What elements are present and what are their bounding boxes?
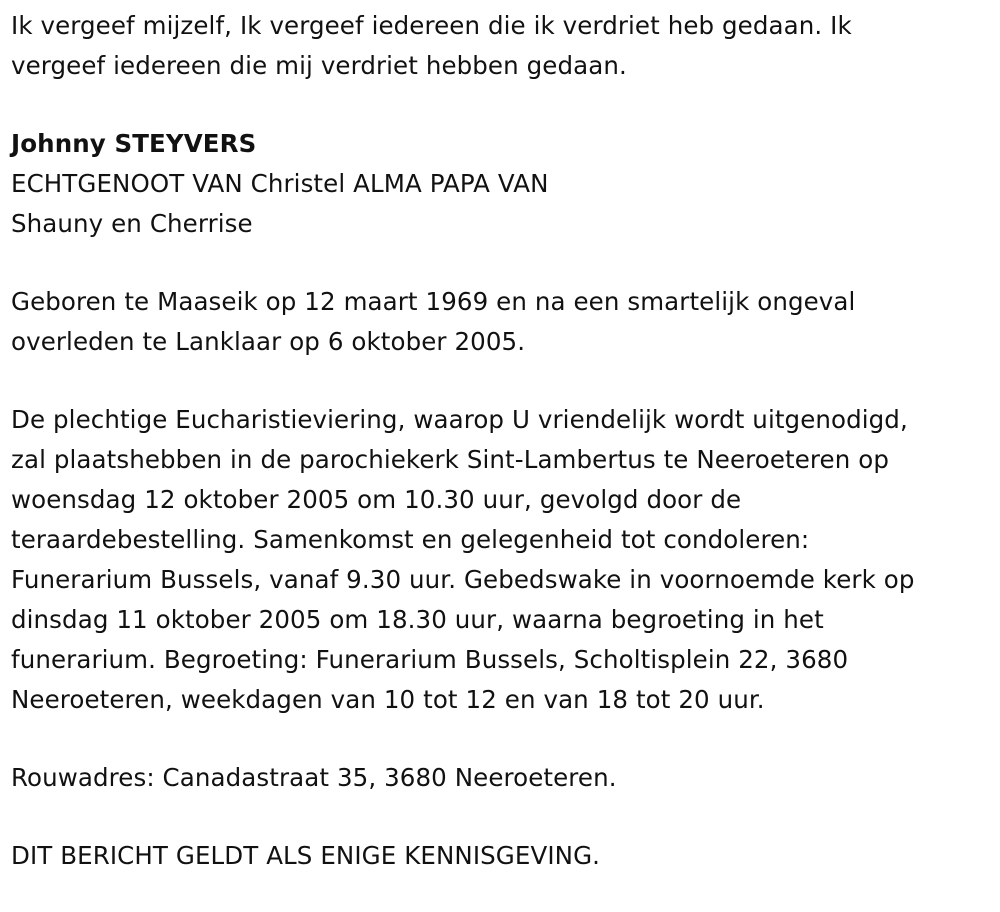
spacer bbox=[11, 720, 993, 758]
deceased-name: Johnny STEYVERS bbox=[11, 129, 257, 158]
spacer bbox=[11, 244, 993, 282]
relation-line-1: ECHTGENOOT VAN Christel ALMA PAPA VAN bbox=[11, 169, 549, 198]
birth-death-paragraph: Geboren te Maaseik op 12 maart 1969 en na een smartelijk ongeval overleden te Lanklaar op 6 oktober 2005. bbox=[11, 287, 856, 356]
notice-line: DIT BERICHT GELDT ALS ENIGE KENNISGEVING. bbox=[11, 841, 601, 870]
mourning-address: Rouwadres: Canadastraat 35, 3680 Neeroeteren. bbox=[11, 763, 617, 792]
spacer bbox=[11, 798, 993, 836]
relation-line-2: Shauny en Cherrise bbox=[11, 209, 253, 238]
spacer bbox=[11, 86, 993, 124]
obituary-document bbox=[11, 6, 993, 876]
ceremony-paragraph: De plechtige Eucharistieviering, waarop U vriendelijk wordt uitgenodigd, zal plaatshebben in de parochiekerk Sint-Lambertus te Neeroeteren op woensdag 12 oktober 2005 om 10.30 uur, gevolgd door de teraardebestelling. Samenkomst en gelegenheid tot condoleren: Funerarium Bussels, vanaf 9.30 uur. Gebedswake in voornoemde kerk op dinsdag 11 oktober 2005 om 18.30 uur, waarna begroeting in het funerarium. Begroeting: Funerarium Bussels, Scholtisplein 22, 3680 Neeroeteren, weekdagen van 10 tot 12 en van 18 tot 20 uur. bbox=[11, 405, 915, 714]
intro-paragraph: Ik vergeef mijzelf, Ik vergeef iedereen die ik verdriet heb gedaan. Ik vergeef iedereen die mij verdriet hebben gedaan. bbox=[11, 11, 852, 80]
spacer bbox=[11, 362, 993, 400]
